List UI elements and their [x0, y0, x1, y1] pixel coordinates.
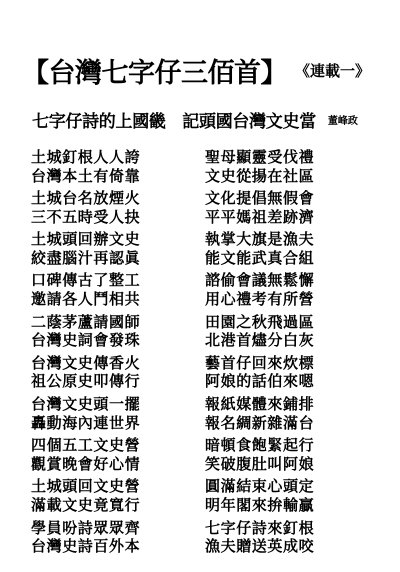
series-label: 《連載一》: [295, 61, 371, 80]
poem-line: [31, 312, 383, 331]
poem-line-right-half: 暗頓食飽緊起行: [205, 436, 315, 455]
poem-line: [31, 536, 383, 555]
poem-stanza: [31, 271, 383, 309]
poem-line-right-half: 聖母顯靈受伐禮: [205, 147, 315, 166]
poem-line: [31, 353, 383, 372]
poem-line-left-half: 祖公原史叩傳行: [31, 372, 141, 391]
poem-line-right-half: 笑破腹肚叫阿娘: [205, 454, 315, 473]
poem-line-right-half: 諮偷會議無鬆懈: [205, 271, 315, 290]
poem-line: [31, 435, 383, 454]
poem-line-right-half: 明年閣來拚輸贏: [205, 496, 315, 515]
poem-line-left-half: 三不五時受人抉: [31, 207, 141, 226]
poem-line-right-half: 田園之秋飛過區: [205, 312, 315, 331]
poem-line: [31, 330, 383, 349]
poem-body: [31, 147, 383, 559]
title-row: [22, 50, 392, 90]
poem-line-left-half: 滿載文史竟寬行: [31, 496, 141, 515]
poem-stanza: [31, 435, 383, 473]
poem-line: [31, 372, 383, 391]
poem-line-left-half: 台灣史詩百外本: [31, 537, 141, 556]
poem-stanza: [31, 312, 383, 350]
poem-line-left-half: 土城頭回文史營: [31, 477, 141, 496]
poem-line-left-half: 土城釘根人人誇: [31, 147, 141, 166]
poem-line-left-half: 學員吩詩眾眾齊: [31, 518, 141, 537]
poem-line: [31, 207, 383, 226]
poem-stanza: [31, 229, 383, 267]
poem-line: [31, 518, 383, 537]
poem-line-right-half: 用心禮考有所營: [205, 290, 315, 309]
poem-line-left-half: 絞盡腦汁再認眞: [31, 248, 141, 267]
poem-line-left-half: 觀賞晚會好心情: [31, 454, 141, 473]
poem-line-right-half: 平平媽祖差跡濟: [205, 207, 315, 226]
poem-stanza: [31, 394, 383, 432]
article-subtitle: 七字仔詩的上國畿 記頭國台灣文史當: [32, 111, 316, 132]
poem-line-left-half: 台灣本土有倚靠: [31, 166, 141, 185]
poem-line: [31, 147, 383, 166]
poem-line-left-half: 口碑傳古了整工: [31, 271, 141, 290]
poem-line-left-half: 邀請各人鬥相共: [31, 290, 141, 309]
poem-line: [31, 271, 383, 290]
poem-line-left-half: 轟動海內連世界: [31, 413, 141, 432]
poem-line: [31, 166, 383, 185]
poem-line-right-half: 藝首仔回來炊標: [205, 353, 315, 372]
poem-line: [31, 289, 383, 308]
poem-line-right-half: 執掌大旗是漁夫: [205, 230, 315, 249]
poem-line-right-half: 漁夫贈送英成咬: [205, 537, 315, 556]
poem-stanza: [31, 353, 383, 391]
poem-line-left-half: 二蔭茅蘆請國師: [31, 312, 141, 331]
poem-line-right-half: 七字仔詩來釘根: [205, 518, 315, 537]
poem-stanza: [31, 188, 383, 226]
poem-line: [31, 188, 383, 207]
poem-stanza: [31, 477, 383, 515]
author-name: 董峰政: [327, 115, 358, 127]
poem-line-right-half: 報名綢新雜滿台: [205, 413, 315, 432]
poem-line: [31, 454, 383, 473]
poem-line-right-half: 報紙媒體來鋪排: [205, 394, 315, 413]
poem-line: [31, 394, 383, 413]
poem-line-left-half: 土城頭回辦文史: [31, 230, 141, 249]
poem-line-right-half: 北港首燼分白灰: [205, 331, 315, 350]
poem-line-right-half: 文化提倡無假會: [205, 189, 315, 208]
poem-line: [31, 413, 383, 432]
poem-stanza: [31, 147, 383, 185]
poem-line: [31, 495, 383, 514]
poem-line: [31, 229, 383, 248]
subtitle-row: [32, 106, 392, 132]
poem-line-left-half: 土城台名放煙火: [31, 189, 141, 208]
poem-stanza: [31, 518, 383, 556]
poem-line-left-half: 台灣史詞會發珠: [31, 331, 141, 350]
poem-line-right-half: 阿娘的話伯來嗯: [205, 372, 315, 391]
poem-line: [31, 477, 383, 496]
column-title: 【台灣七字仔三佰首】: [22, 57, 287, 89]
poem-line-right-half: 文史從揚在社區: [205, 166, 315, 185]
poem-line-left-half: 台灣文史傳香火: [31, 353, 141, 372]
poem-line-left-half: 台灣文史頭一擺: [31, 394, 141, 413]
poem-line-right-half: 圓滿結束心頭定: [205, 477, 315, 496]
poem-line: [31, 248, 383, 267]
poem-line-left-half: 四個五工文史營: [31, 436, 141, 455]
poem-line-right-half: 能文能武真合組: [205, 248, 315, 267]
